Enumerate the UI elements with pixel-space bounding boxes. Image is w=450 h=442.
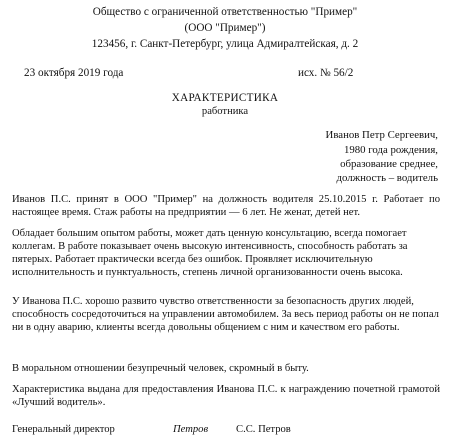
signatory-position: Генеральный директор xyxy=(12,424,115,435)
paragraph-purpose: Характеристика выдана для предоставления Иванова П.С. к награждению почетной грамотой «Лучший водитель». xyxy=(12,384,440,408)
paragraph-employment: Иванов П.С. принят в ООО "Пример" на должность водителя 25.10.2015 г. Работает по настоящее время. Стаж работы на предприятии — 6 лет. Не женат, детей нет. xyxy=(12,194,440,218)
signature-mark: Петров xyxy=(173,424,209,435)
organization-name: Общество с ограниченной ответственностью "Пример" xyxy=(92,6,358,18)
paragraph-experience: Обладает большим опытом работы, может дать ценную консультацию, всегда помогает коллегам. В работе показывает очень высокую интенсивность, способность работать за пятерых. Работает практически всегда без ошибок. Проявляет исключительную исполнительность и пунктуальность, степень личной организованности очень высока. xyxy=(12,228,408,278)
employee-position: должность – водитель xyxy=(336,172,438,184)
document-subtitle: работника xyxy=(201,106,249,117)
signatory-name: С.С. Петров xyxy=(236,424,291,435)
document-title: ХАРАКТЕРИСТИКА xyxy=(171,92,279,104)
employee-name: Иванов Петр Сергеевич, xyxy=(325,129,438,141)
organization-short-name: (ООО "Пример") xyxy=(184,22,266,34)
outgoing-number: исх. № 56/2 xyxy=(298,67,354,79)
paragraph-moral: В моральном отношении безупречный человек, скромный в быту. xyxy=(12,363,309,374)
employee-education: образование среднее, xyxy=(340,158,438,170)
organization-address: 123456, г. Санкт-Петербург, улица Адмиралтейская, д. 2 xyxy=(91,38,359,50)
paragraph-responsibility: У Иванова П.С. хорошо развито чувство ответственности за безопасность других людей, способность сосредоточиться на управлении автомобилем. За весь период работы он не попал ни в одну аварию, клиенты всегда довольны общением с ним и качеством его работы. xyxy=(12,296,439,333)
document-date: 23 октября 2019 года xyxy=(24,67,124,79)
employee-birth-year: 1980 года рождения, xyxy=(343,144,438,156)
